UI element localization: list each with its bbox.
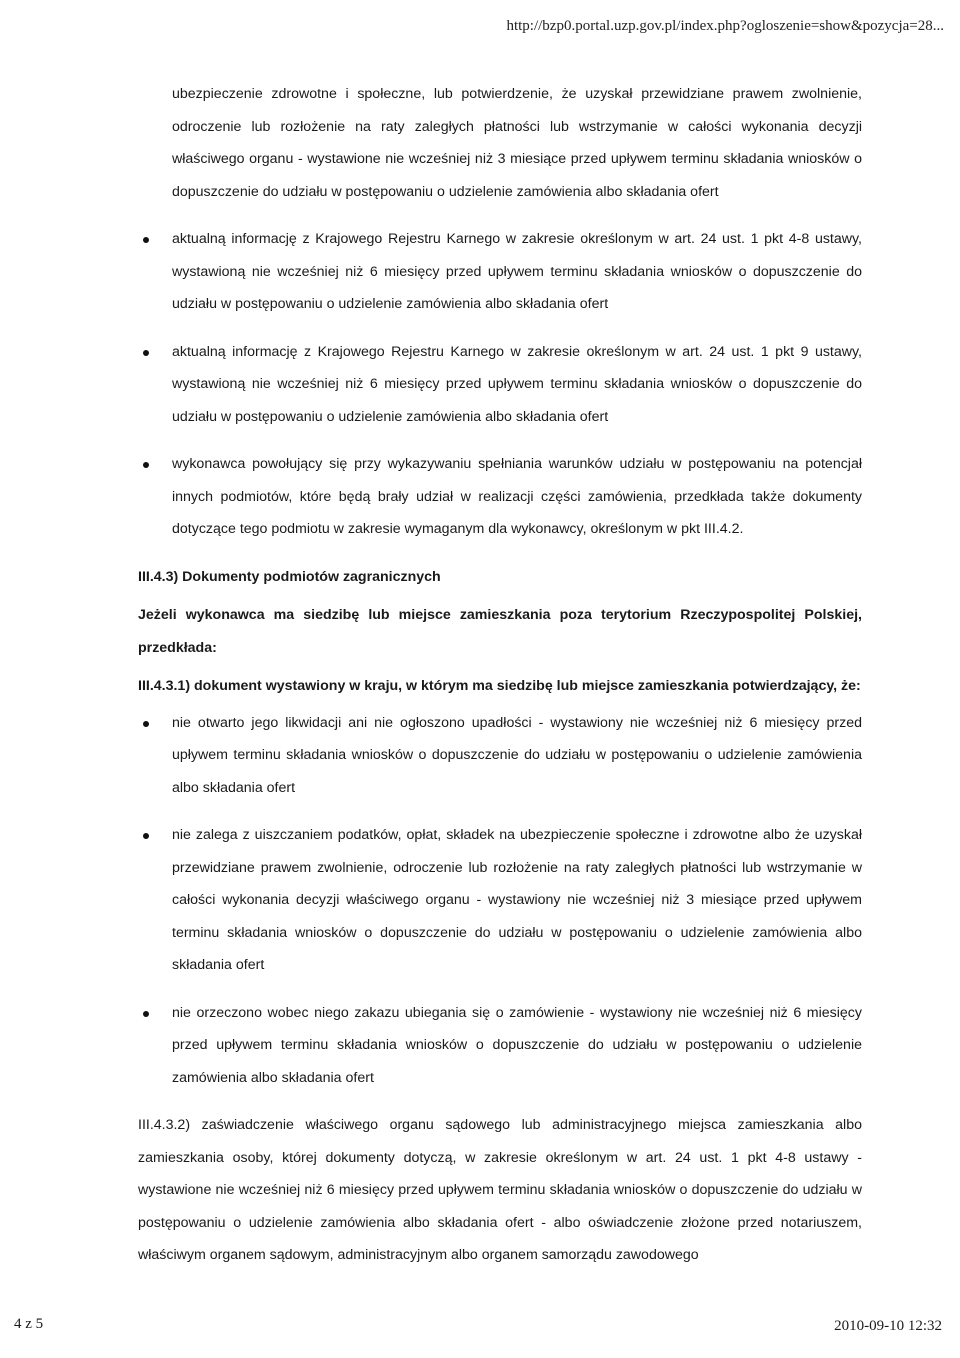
- bullet-list-foreign: [138, 707, 862, 1095]
- continuation-paragraph: ubezpieczenie zdrowotne i społeczne, lub potwierdzenie, że uzyskał przewidziane prawem zwolnienie, odroczenie lub rozłożenie na raty zaległych płatności lub wstrzymanie w całości wykonania decyzji właściwego organu - wystawione nie wcześniej niż 3 miesiące przed upływem terminu składania wniosków o dopuszczenie do udziału w postępowaniu o udzielenie zamówienia albo składania ofert: [172, 86, 862, 200]
- list-item: wykonawca powołujący się przy wykazywaniu spełniania warunków udziału w postępowaniu na potencjał innych podmiotów, które będą brały udział w realizacji części zamówienia, przedkłada także dokumenty dotyczące tego podmiotu w zakresie wymaganym dla wykonawcy, określonym w pkt III.4.2.: [138, 448, 862, 546]
- section-heading: III.4.3) Dokumenty podmiotów zagranicznych: [138, 568, 441, 585]
- list-item: aktualną informację z Krajowego Rejestru Karnego w zakresie określonym w art. 24 ust. 1 pkt 4-8 ustawy, wystawioną nie wcześniej niż 6 miesięcy przed upływem terminu składania wniosków o dopuszczenie do udziału w postępowaniu o udzielenie zamówienia albo składania ofert: [138, 223, 862, 321]
- section-intro: Jeżeli wykonawca ma siedzibę lub miejsce zamieszkania poza terytorium Rzeczypospolitej Polskiej, przedkłada:: [138, 607, 862, 656]
- print-timestamp: 2010-09-10 12:32: [834, 1318, 942, 1334]
- list-item: nie orzeczono wobec niego zakazu ubiegania się o zamówienie - wystawiony nie wcześniej niż 6 miesięcy przed upływem terminu składania wniosków o dopuszczenie do udziału w postępowaniu o udzielenie zamówienia albo składania ofert: [138, 997, 862, 1095]
- list-item: nie otwarto jego likwidacji ani nie ogłoszono upadłości - wystawiony nie wcześniej niż 6 miesięcy przed upływem terminu składania wniosków o dopuszczenie do udziału w postępowaniu o udzielenie zamówienia albo składania ofert: [138, 707, 862, 805]
- subsection-paragraph-2: III.4.3.2) zaświadczenie właściwego organu sądowego lub administracyjnego miejsca zamieszkania albo zamieszkania osoby, której dokumenty dotyczą, w zakresie określonym w art. 24 ust. 1 pkt 4-8 ustawy - wystawione nie wcześniej niż 6 miesięcy przed upływem terminu składania wniosków o dopuszczenie do udziału w postępowaniu o udzielenie zamówienia albo składania ofert - albo oświadczenie złożone przed notariuszem, właściwym organem sądowym, administracyjnym albo organem samorządu zawodowego: [138, 1117, 862, 1263]
- page-url-header: http://bzp0.portal.uzp.gov.pl/index.php?ogloszenie=show&pozycja=28...: [506, 18, 944, 34]
- page-number: 4 z 5: [14, 1316, 44, 1332]
- bullet-list-documents: [138, 223, 862, 546]
- document-body: [138, 78, 862, 1272]
- list-item: aktualną informację z Krajowego Rejestru Karnego w zakresie określonym w art. 24 ust. 1 pkt 9 ustawy, wystawioną nie wcześniej niż 6 miesięcy przed upływem terminu składania wniosków o dopuszczenie do udziału w postępowaniu o udzielenie zamówienia albo składania ofert: [138, 336, 862, 434]
- list-item: nie zalega z uiszczaniem podatków, opłat, składek na ubezpieczenie społeczne i zdrowotne albo że uzyskał przewidziane prawem zwolnienie, odroczenie lub rozłożenie na raty zaległych płatności lub wstrzymanie w całości wykonania decyzji właściwego organu - wystawiony nie wcześniej niż 3 miesiące przed upływem terminu składania wniosków o dopuszczenie do udziału w postępowaniu o udzielenie zamówienia albo składania ofert: [138, 819, 862, 982]
- subsection-heading-1: III.4.3.1) dokument wystawiony w kraju, w którym ma siedzibę lub miejsce zamieszkania potwierdzający, że:: [138, 678, 861, 694]
